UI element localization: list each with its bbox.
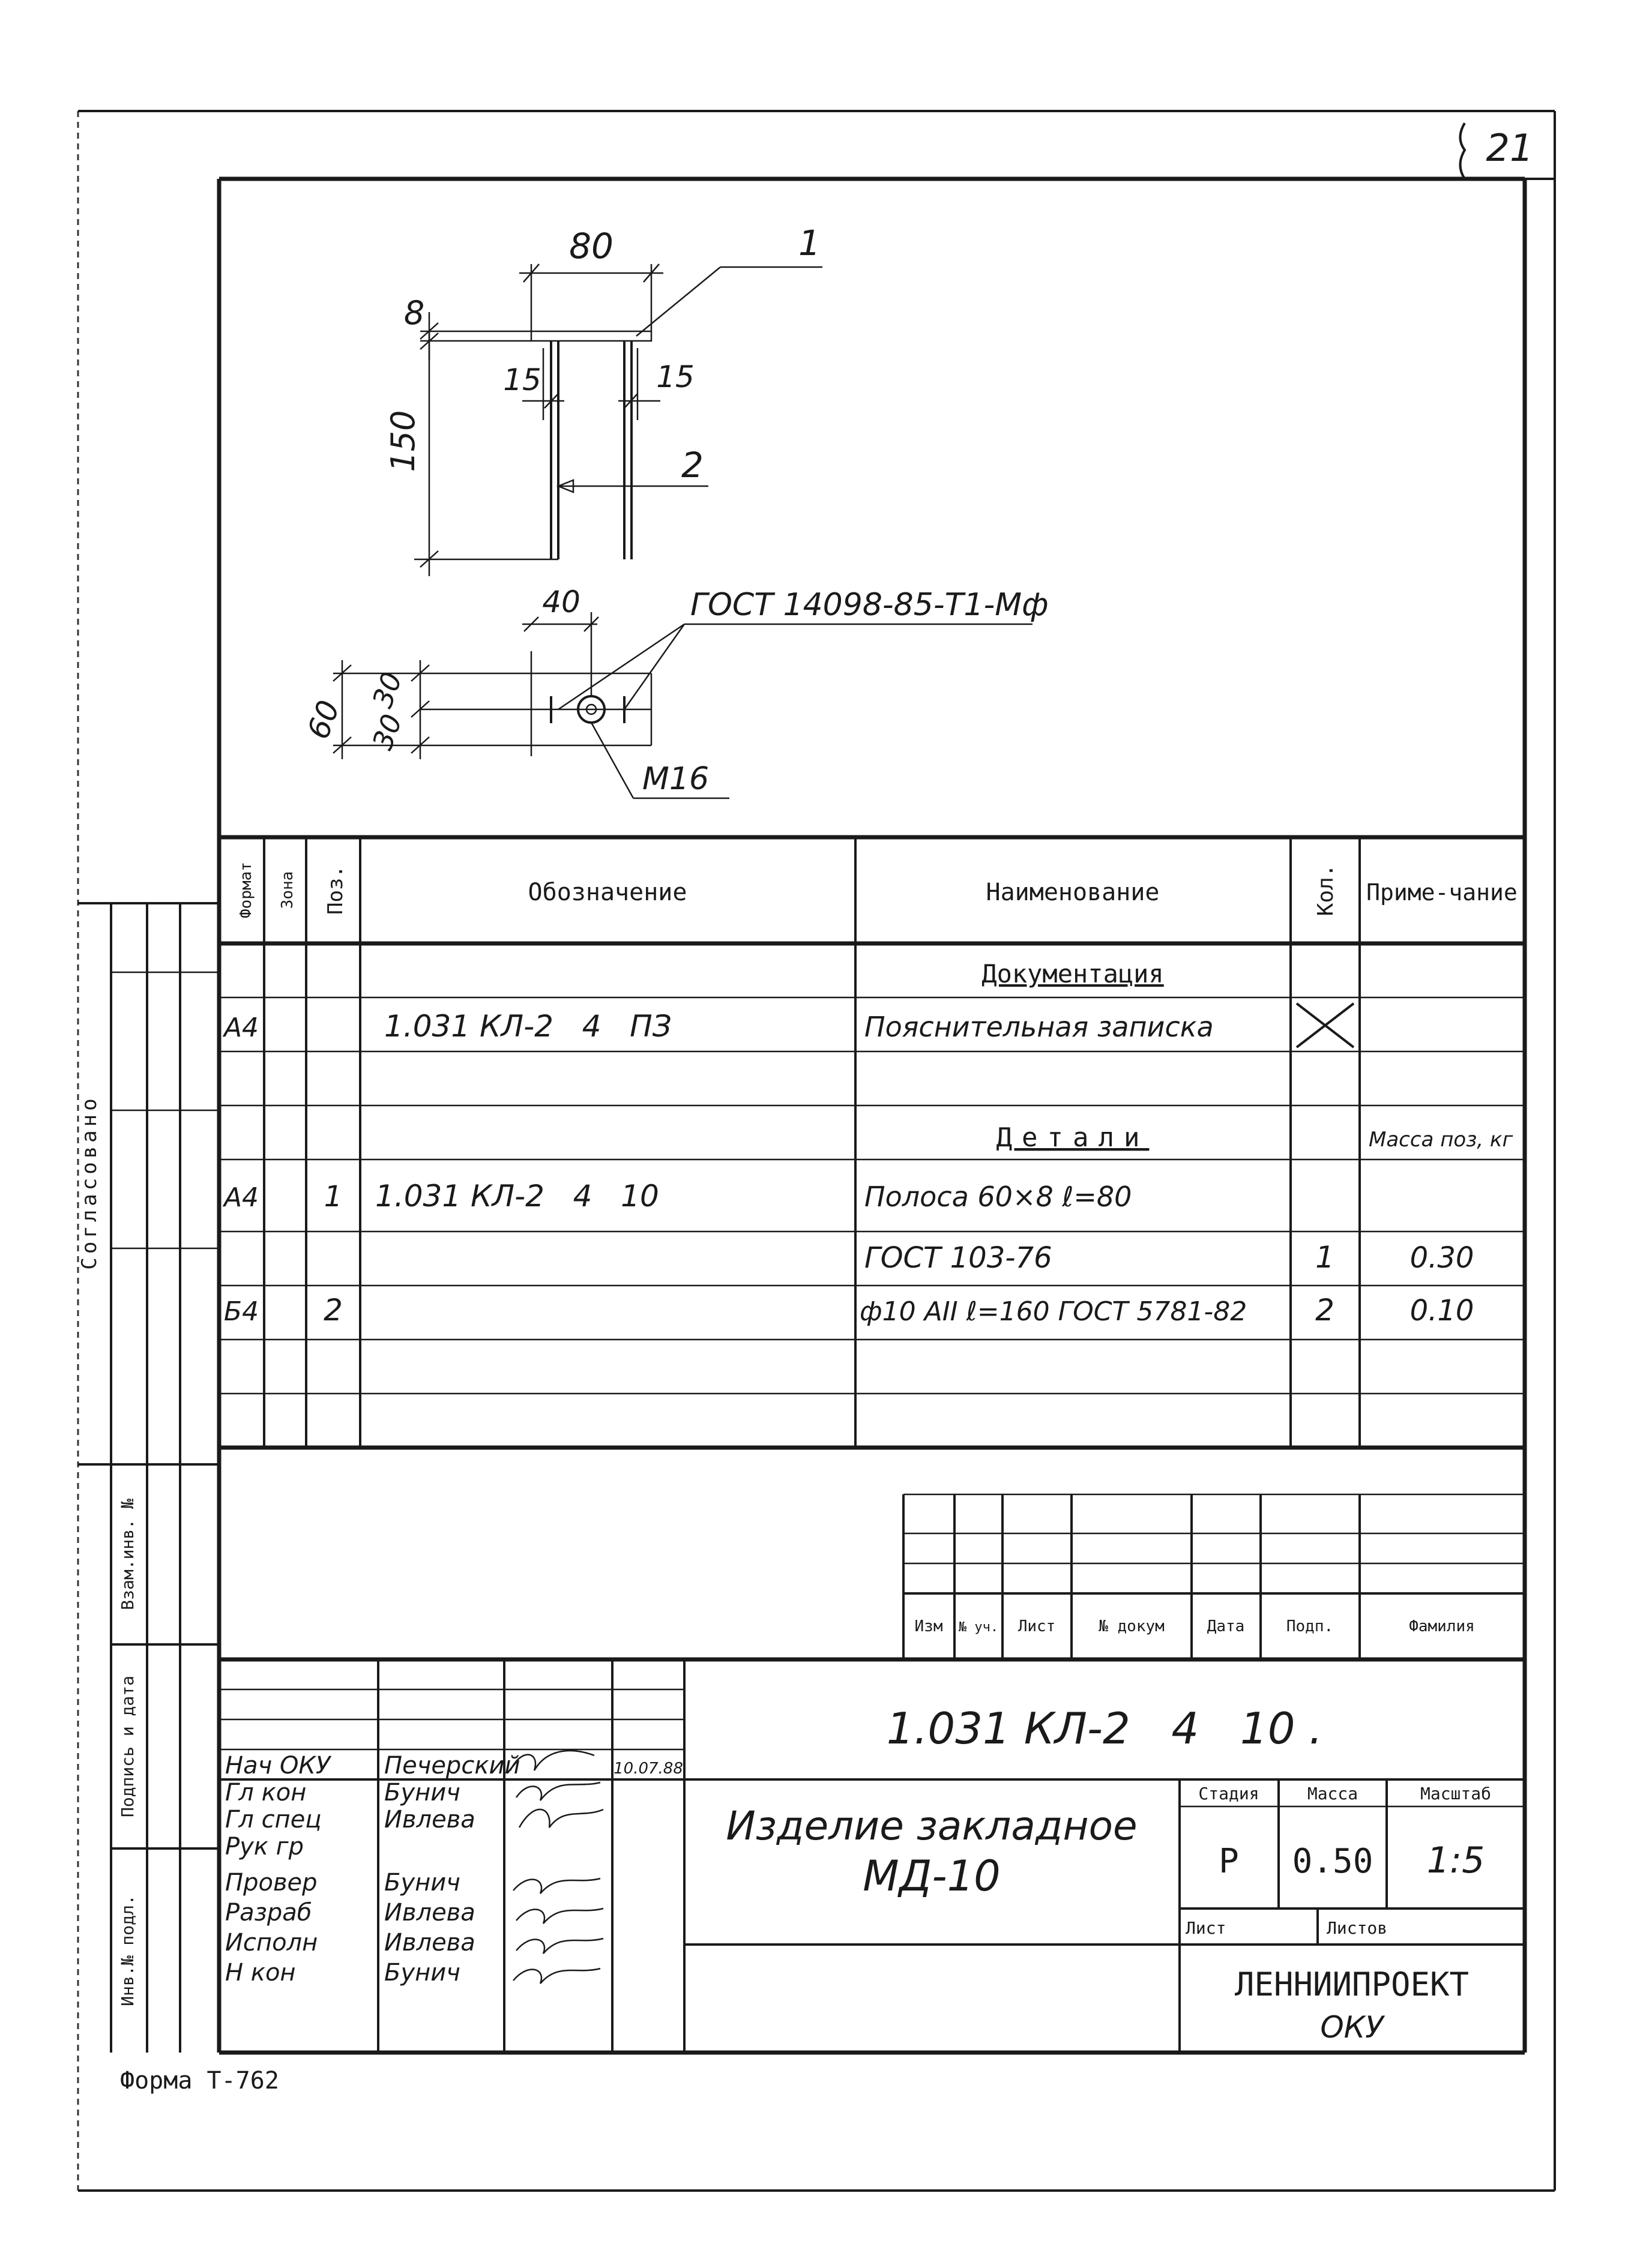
stage-value: Р: [1219, 1842, 1239, 1881]
signer-name: Бунич: [384, 1779, 460, 1806]
header-pos: Поз.: [324, 865, 348, 915]
mass-label: Масса: [1307, 1784, 1358, 1803]
title-block: [219, 1659, 1525, 2053]
rev-header-izm: Изм: [914, 1617, 943, 1635]
dim-thickness: 8: [403, 294, 425, 332]
sheets-label: Листов: [1327, 1918, 1388, 1938]
sheet-number: 21: [1486, 126, 1534, 170]
header-format: Формат: [237, 862, 255, 918]
spec-row-qty: 2: [1315, 1293, 1334, 1328]
signer-name: Ивлева: [384, 1929, 475, 1957]
dim-offset-left: 15: [503, 362, 541, 397]
signer-role: Н кон: [225, 1959, 296, 1987]
signer-role: Рук гр: [225, 1833, 304, 1860]
handwritten-signatures: [510, 1751, 603, 1984]
title-designation: 1.031 КЛ-2 4 10 .: [886, 1703, 1323, 1754]
header-qty: Кол.: [1313, 864, 1338, 916]
signer-role: Разраб: [225, 1899, 312, 1927]
rev-header-surname: Фамилия: [1409, 1617, 1475, 1635]
part-callout-2: 2: [681, 445, 704, 486]
mass-value: 0.50: [1292, 1842, 1373, 1881]
dim-width: 80: [569, 226, 614, 266]
rev-header-doc: № докум: [1099, 1617, 1165, 1635]
spec-row-format: А4: [223, 1012, 259, 1043]
revision-block: [219, 1494, 1525, 1659]
dim-plan-split-b: 30: [366, 709, 409, 754]
signer-name: Печерский: [384, 1752, 520, 1779]
weld-note: ГОСТ 14098-85-Т1-Мф: [690, 587, 1049, 623]
dim-plan-width: 40: [542, 585, 580, 619]
sheet-number-box: [1461, 123, 1555, 179]
approval-date: 10.07.88: [614, 1760, 683, 1778]
spec-row-designation: 1.031 КЛ-2 4 10: [375, 1179, 659, 1214]
signer-role: Исполн: [225, 1929, 318, 1957]
spec-row-name: Пояснительная записка: [864, 1011, 1214, 1043]
scale-label: Масштаб: [1420, 1784, 1492, 1803]
signer-role: Гл кон: [225, 1779, 307, 1806]
scale-value: 1:5: [1426, 1839, 1485, 1881]
item-code: МД-10: [863, 1851, 1001, 1901]
spec-row-note: 0.10: [1409, 1294, 1474, 1328]
signer-role: Гл спец: [225, 1806, 322, 1833]
header-designation: Обозначение: [528, 879, 687, 906]
header-name: Наименование: [986, 879, 1160, 906]
spec-row-pos: 2: [324, 1293, 343, 1328]
rev-header-sign: Подп.: [1286, 1617, 1334, 1635]
signer-role: Провер: [225, 1869, 318, 1897]
left-margin-stamp: [77, 903, 219, 2053]
dim-offset-right: 15: [656, 359, 695, 394]
embedded-part-drawing: [301, 223, 1049, 798]
sign-date-label: Подпись и дата: [118, 1675, 137, 1818]
sheet-label: Лист: [1186, 1918, 1226, 1938]
inv-orig-label: Инв.№ подл.: [118, 1895, 137, 2006]
dim-plan-total: 60: [300, 696, 347, 744]
stage-label: Стадия: [1198, 1784, 1259, 1803]
spec-row-format: А4: [223, 1182, 259, 1213]
spec-row-name: Документация: [981, 959, 1164, 988]
header-note: Приме-чание: [1366, 879, 1518, 906]
spec-row-format: Б4: [223, 1296, 259, 1327]
specification-table: [219, 837, 1525, 1448]
replace-inv-label: Взам.инв. №: [118, 1499, 137, 1610]
dim-plan-split-a: 30: [366, 667, 409, 712]
signer-role: Нач ОКУ: [225, 1752, 331, 1779]
organization-name: ЛЕННИИПРОЕКТ: [1234, 1966, 1470, 2003]
plate-elevation: [531, 331, 651, 341]
signer-name: Бунич: [384, 1869, 460, 1897]
organization-dept: ОКУ: [1320, 2010, 1384, 2045]
spec-row-name: ф10 АII ℓ=160 ГОСТ 5781-82: [860, 1296, 1247, 1327]
spec-row-designation: 1.031 КЛ-2 4 ПЗ: [384, 1009, 672, 1044]
spec-row-name: Полоса 60×8 ℓ=80: [864, 1181, 1132, 1213]
header-zone: Зона: [279, 871, 297, 909]
part-callout-1: 1: [798, 223, 821, 263]
spec-row-note: Масса поз, кг: [1369, 1128, 1513, 1152]
rev-header-date: Дата: [1207, 1617, 1245, 1635]
item-name: Изделие закладное: [726, 1803, 1138, 1849]
spec-row-note: 0.30: [1409, 1241, 1474, 1275]
agreed-label: Согласовано: [77, 1095, 101, 1270]
spec-row-name: ГОСТ 103-76: [864, 1241, 1052, 1275]
form-label: Форма Т-762: [120, 2067, 279, 2095]
signer-name: Бунич: [384, 1959, 460, 1987]
signer-name: Ивлева: [384, 1806, 475, 1833]
rev-header-uch: № уч.: [958, 1620, 999, 1635]
dim-height: 150: [384, 410, 422, 472]
signer-name: Ивлева: [384, 1899, 475, 1927]
spec-row-qty: 1: [1315, 1240, 1334, 1275]
rev-header-list: Лист: [1017, 1617, 1056, 1635]
spec-row-pos: 1: [324, 1180, 343, 1214]
thread-note: М16: [642, 761, 710, 797]
spec-row-name: Детали: [996, 1122, 1150, 1153]
